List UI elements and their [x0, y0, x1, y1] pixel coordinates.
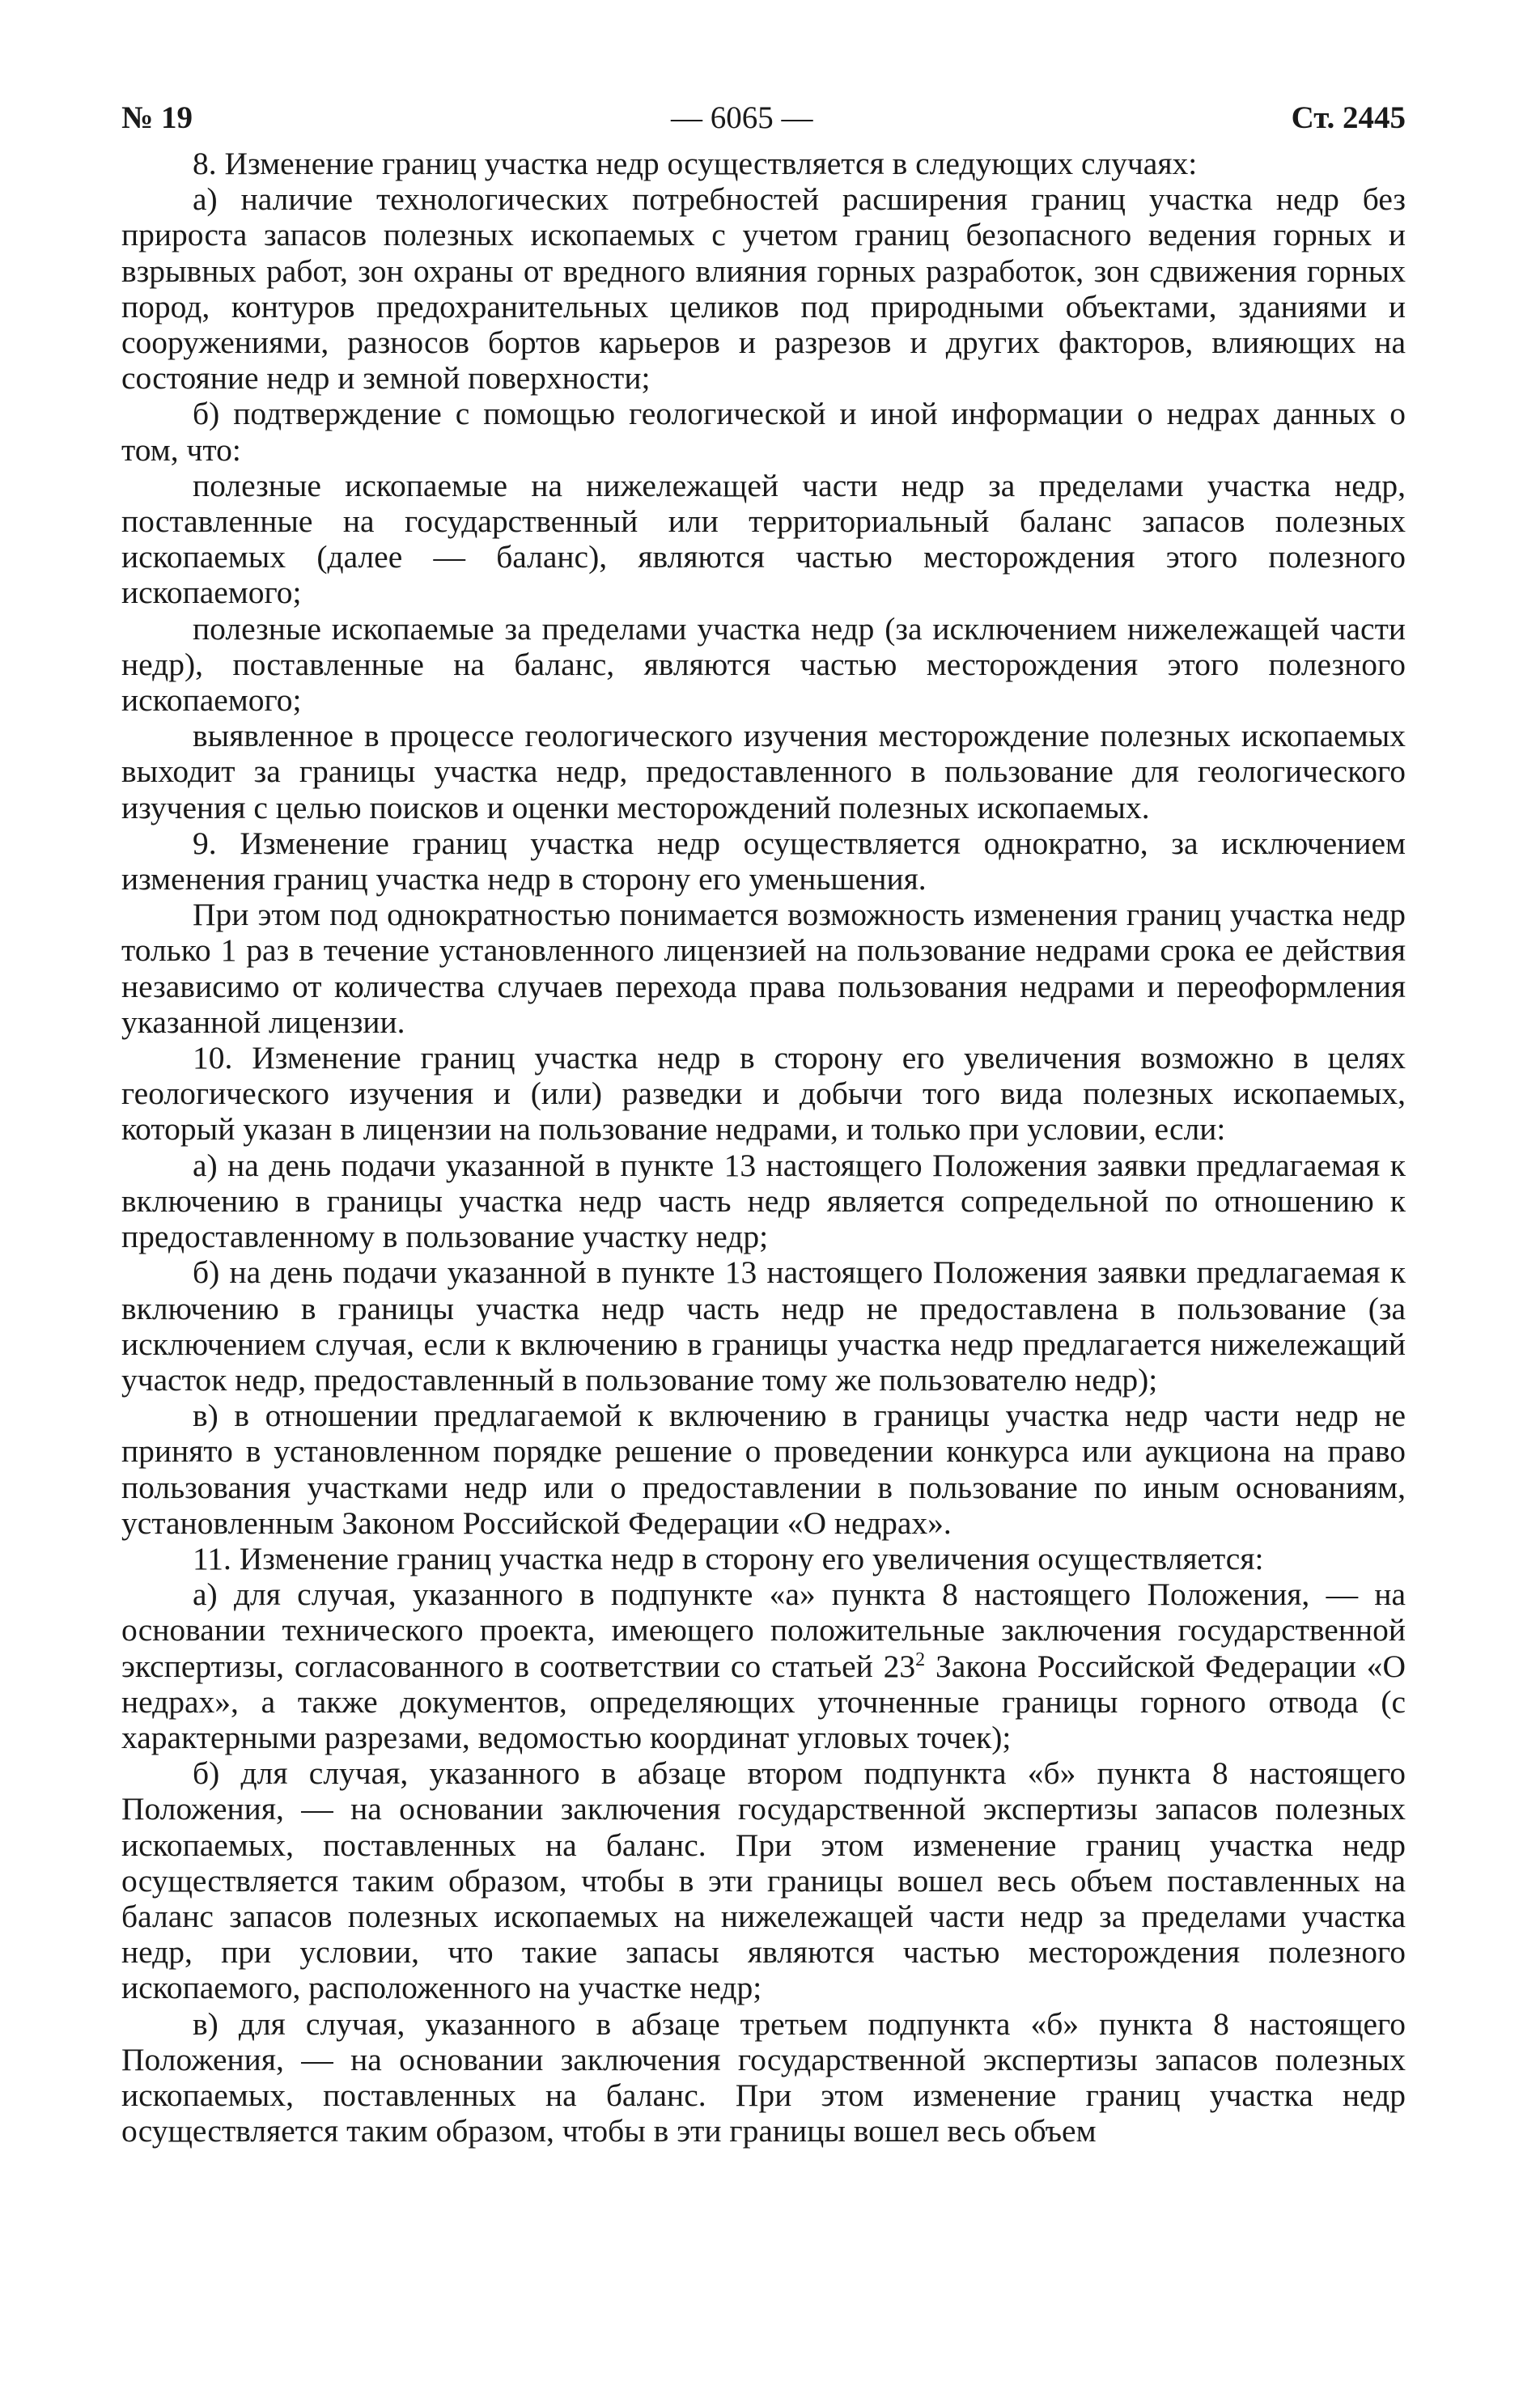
issue-number: № 19	[121, 100, 193, 135]
paragraph-8b-1: полезные ископаемые на нижележащей части недр за пределами участка недр, поставленные на государственный или территориальный баланс запасов полезных ископаемых (далее — баланс), являются частью месторождения этого полезного ископаемого;	[121, 467, 1406, 611]
paragraph-11c: в) для случая, указанного в абзаце третьем подпункта «б» пункта 8 настоящего Положения, — на основании заключения государственной экспертизы запасов полезных ископаемых, поставленных на баланс. При этом изменение границ участка недр осуществляется таким образом, чтобы в эти границы вошел весь объем	[121, 2005, 1406, 2149]
paragraph-10a: а) на день подачи указанной в пункте 13 настоящего Положения заявки предлагаемая к включению в границы участка недр часть недр является сопредельной по отношению к предоставленному в пользование участку недр;	[121, 1147, 1406, 1255]
paragraph-9-note: При этом под однократностью понимается возможность изменения границ участка недр только 1 раз в течение установленного лицензией на пользование недрами срока ее действия независимо от количества случаев перехода права пользования недрами и переоформления указанной лицензии.	[121, 897, 1406, 1040]
paragraph-11a	[121, 1576, 1406, 1755]
page-header	[121, 99, 1406, 138]
document-body	[121, 146, 1406, 2149]
paragraph-10: 10. Изменение границ участка недр в сторону его увеличения возможно в целях геологического изучения и (или) разведки и добычи того вида полезных ископаемых, который указан в лицензии на пользование недрами, и только при условии, если:	[121, 1040, 1406, 1148]
document-page	[121, 99, 1406, 2149]
paragraph-10c: в) в отношении предлагаемой к включению в границы участка недр части недр не принято в установленном порядке решение о проведении конкурса или аукциона на право пользования участками недр или о предоставлении в пользование по иным основаниям, установленным Законом Российской Федерации «О недрах».	[121, 1398, 1406, 1541]
paragraph-8: 8. Изменение границ участка недр осуществляется в следующих случаях:	[193, 146, 1198, 181]
article-number: Ст. 2445	[1291, 100, 1406, 135]
paragraph-8b-3: выявленное в процессе геологического изучения месторождение полезных ископаемых выходит за границы участка недр, предоставленного в пользование для геологического изучения с целью поисков и оценки месторождений полезных ископаемых.	[121, 718, 1406, 825]
paragraph-11a-text-2: Закона Российской Федерации «О недрах», а также документов, определяющих уточненные границы горного отвода (с характерными разрезами, ведомостью координат угловых точек);	[121, 1648, 1406, 1755]
article-superscript: 2	[915, 1649, 926, 1670]
paragraph-9: 9. Изменение границ участка недр осуществляется однократно, за исключением изменения границ участка недр в сторону его уменьшения.	[121, 825, 1406, 897]
paragraph-11: 11. Изменение границ участка недр в сторону его увеличения осуществляется:	[193, 1540, 1264, 1576]
paragraph-8a: а) наличие технологических потребностей расширения границ участка недр без прироста запасов полезных ископаемых с учетом границ безопасного ведения горных и взрывных работ, зон охраны от вредного влияния горных разработок, зон сдвижения горных пород, контуров предохранительных целиков под природными объектами, зданиями и сооружениями, разносов бортов карьеров и разрезов и других факторов, влияющих на состояние недр и земной поверхности;	[121, 181, 1406, 397]
paragraph-8b-2: полезные ископаемые за пределами участка недр (за исключением нижележащей части недр), поставленные на баланс, являются частью месторождения этого полезного ископаемого;	[121, 610, 1406, 719]
page-number: — 6065 —	[671, 100, 813, 135]
paragraph-8b: б) подтверждение с помощью геологической и иной информации о недрах данных о том, что:	[121, 396, 1406, 468]
paragraph-10b: б) на день подачи указанной в пункте 13 настоящего Положения заявки предлагаемая к включению в границы участка недр часть недр не предоставлена в пользование (за исключением случая, если к включению в границы участка недр предлагается нижележащий участок недр, предоставленный в пользование тому же пользователю недр);	[121, 1254, 1406, 1398]
paragraph-11a-text-1: а) для случая, указанного в подпункте «а» пункта 8 настоящего Положения, — на основании технического проекта, имеющего положительные заключения государственной экспертизы, согласованного в соответствии со статьей 23	[121, 1576, 1406, 1684]
paragraph-11b: б) для случая, указанного в абзаце втором подпункта «б» пункта 8 настоящего Положения, — на основании заключения государственной экспертизы запасов полезных ископаемых, поставленных на баланс. При этом изменение границ участка недр осуществляется таким образом, чтобы в эти границы вошел весь объем поставленных на баланс запасов полезных ископаемых на нижележащей части недр за пределами участка недр, при условии, что такие запасы являются частью месторождения полезного ископаемого, расположенного на участке недр;	[121, 1755, 1406, 2006]
